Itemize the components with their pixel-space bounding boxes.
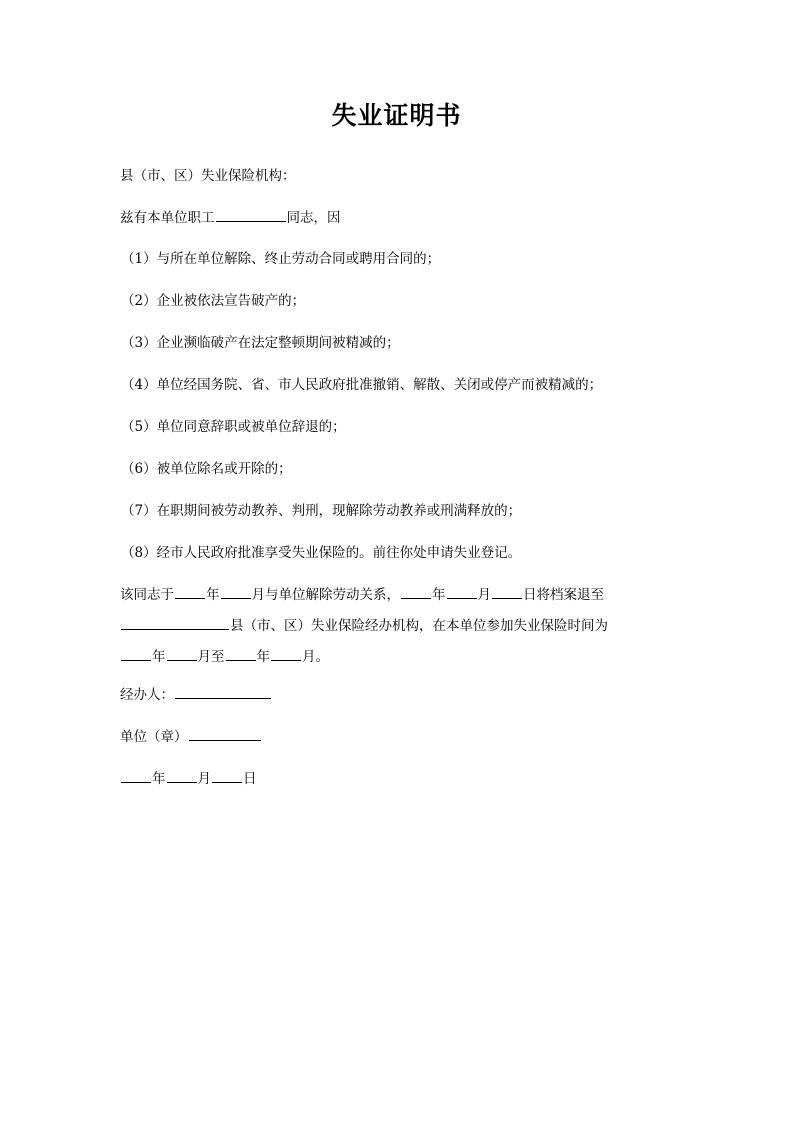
intro-prefix: 兹有本单位职工 (120, 210, 215, 226)
body-text: 月与单位解除劳动关系， (251, 587, 400, 603)
body-text: 日将档案退至 (523, 587, 604, 603)
reason-item-6: （6）被单位除名或开除的； (121, 461, 292, 477)
date-day-label: 日 (243, 771, 257, 787)
insurance-end-month-blank[interactable] (271, 646, 301, 661)
salutation: 县（市、区）失业保险机构： (120, 168, 296, 184)
handler-signature-blank[interactable] (175, 684, 271, 699)
unit-seal-blank[interactable] (189, 726, 261, 741)
body-text: 县（市、区）失业保险经办机构，在本单位参加失业保险时间为 (230, 618, 608, 634)
insurance-start-month-blank[interactable] (167, 646, 197, 661)
reason-item-2: （2）企业被依法宣告破产的； (121, 293, 306, 309)
archive-year-blank[interactable] (401, 584, 431, 599)
document-title: 失业证明书 (331, 101, 462, 130)
body-text: 月至 (197, 649, 225, 665)
intro-suffix: 同志，因 (286, 210, 341, 226)
handler-line (120, 684, 272, 705)
date-line (120, 768, 257, 789)
body-line-2 (120, 615, 608, 636)
archive-destination-blank[interactable] (121, 615, 229, 630)
body-text: 年 (432, 587, 446, 603)
handler-label: 经办人： (120, 687, 174, 703)
date-month-label: 月 (197, 771, 211, 787)
employee-name-blank[interactable] (216, 207, 286, 222)
unit-seal-line (120, 726, 262, 747)
date-year-label: 年 (152, 771, 166, 787)
reason-item-1: （1）与所在单位解除、终止劳动合同或聘用合同的； (121, 251, 441, 267)
body-text: 该同志于 (120, 587, 174, 603)
reason-item-4: （4）单位经国务院、省、市人民政府批准撤销、解散、关闭或停产而被精减的； (121, 377, 603, 393)
reason-item-8: （8）经市人民政府批准享受失业保险的。前往你处申请失业登记。 (121, 545, 522, 561)
termination-year-blank[interactable] (175, 584, 205, 599)
body-text: 月。 (302, 649, 329, 665)
body-line-3 (120, 646, 329, 667)
body-line-1 (120, 584, 604, 605)
reason-item-7: （7）在职期间被劳动教养、判刑，现解除劳动教养或刑满释放的； (121, 503, 522, 519)
insurance-start-year-blank[interactable] (121, 646, 151, 661)
body-text: 年 (152, 649, 166, 665)
termination-month-blank[interactable] (221, 584, 251, 599)
intro-line (120, 207, 341, 228)
body-text: 年 (206, 587, 220, 603)
archive-month-blank[interactable] (447, 584, 477, 599)
unit-seal-label: 单位（章） (120, 729, 188, 745)
body-text: 年 (256, 649, 270, 665)
body-text: 月 (477, 587, 491, 603)
date-day-blank[interactable] (212, 768, 242, 783)
date-month-blank[interactable] (167, 768, 197, 783)
reason-item-5: （5）单位同意辞职或被单位辞退的； (121, 419, 346, 435)
date-year-blank[interactable] (121, 768, 151, 783)
reason-item-3: （3）企业濒临破产在法定整顿期间被精减的； (121, 335, 400, 351)
insurance-end-year-blank[interactable] (226, 646, 256, 661)
archive-day-blank[interactable] (492, 584, 522, 599)
